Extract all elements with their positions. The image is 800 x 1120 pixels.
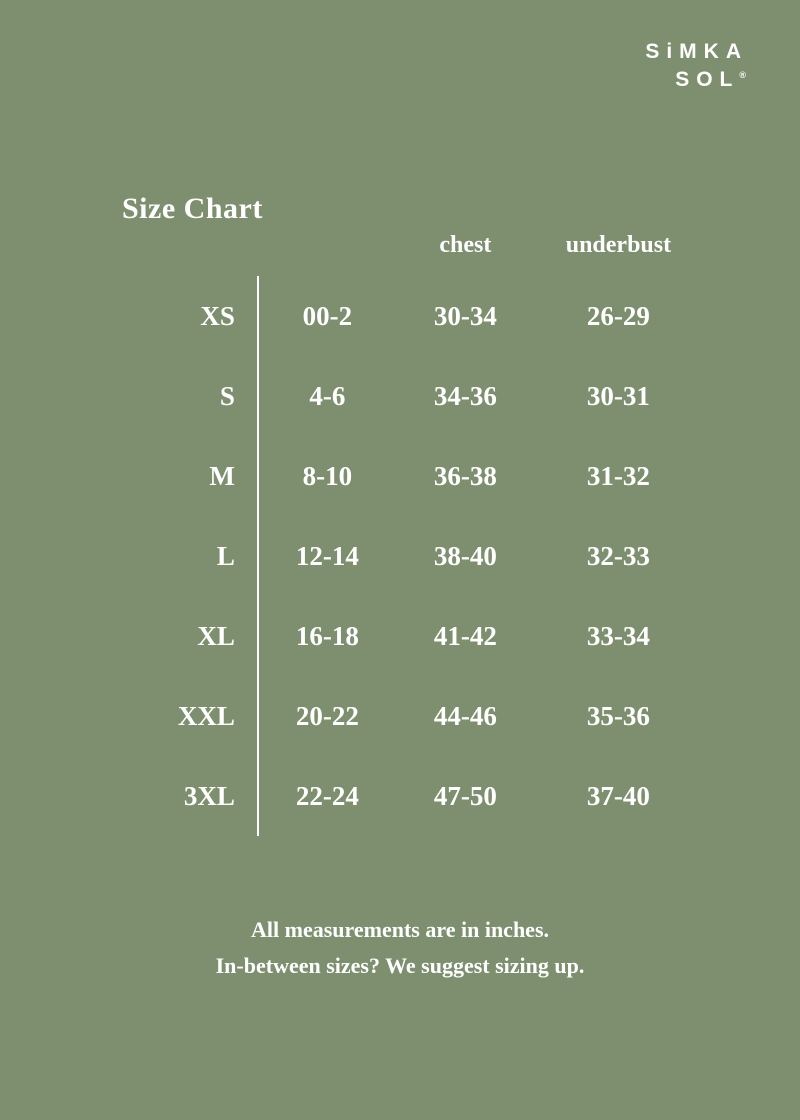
column-header-numeric [258,222,396,276]
cell-size: XS [122,276,258,356]
cell-size: M [122,436,258,516]
cell-underbust: 32-33 [586,540,650,571]
brand-name-line-1: SiMKA [645,40,748,63]
cell-numeric: 00-2 [302,300,353,331]
cell-underbust: 35-36 [586,700,650,731]
cell-underbust: 33-34 [586,620,650,651]
table-row [122,516,702,596]
column-header-underbust: underbust [565,231,672,258]
table-row [122,436,702,516]
footer-note-line-2: In-between sizes? We suggest sizing up. [215,953,585,979]
footer-note [0,912,800,985]
column-header-chest: chest [439,231,492,258]
cell-underbust: 37-40 [586,780,650,811]
cell-chest: 34-36 [433,380,497,411]
table-header-row [122,222,702,276]
cell-size: 3XL [122,756,258,836]
cell-numeric: 4-6 [309,380,346,411]
cell-size: XL [122,596,258,676]
registered-mark: ® [739,70,746,81]
cell-chest: 30-34 [433,300,497,331]
cell-size: XXL [122,676,258,756]
cell-chest: 41-42 [433,620,497,651]
table-row [122,596,702,676]
cell-underbust: 26-29 [586,300,650,331]
cell-chest: 36-38 [433,460,497,491]
table-row [122,356,702,436]
cell-chest: 47-50 [433,780,497,811]
size-chart-table [122,222,702,836]
cell-numeric: 12-14 [295,540,359,571]
cell-size: L [122,516,258,596]
table-row [122,276,702,356]
table-row [122,676,702,756]
cell-chest: 38-40 [433,540,497,571]
brand-name-line-2 [645,66,748,94]
table-body [122,276,702,836]
page-title: Size Chart [122,192,263,226]
cell-size: S [122,356,258,436]
table-header [122,222,702,276]
cell-numeric: 22-24 [295,780,359,811]
brand-logo [645,38,748,95]
cell-underbust: 30-31 [586,380,650,411]
brand-name-line-2-text: SOL [675,68,740,92]
cell-numeric: 20-22 [295,700,359,731]
column-header-size [122,222,258,276]
table-row [122,756,702,836]
cell-numeric: 16-18 [295,620,359,651]
footer-note-line-1: All measurements are in inches. [251,917,549,942]
cell-underbust: 31-32 [586,460,650,491]
cell-chest: 44-46 [433,700,497,731]
cell-numeric: 8-10 [302,460,353,491]
